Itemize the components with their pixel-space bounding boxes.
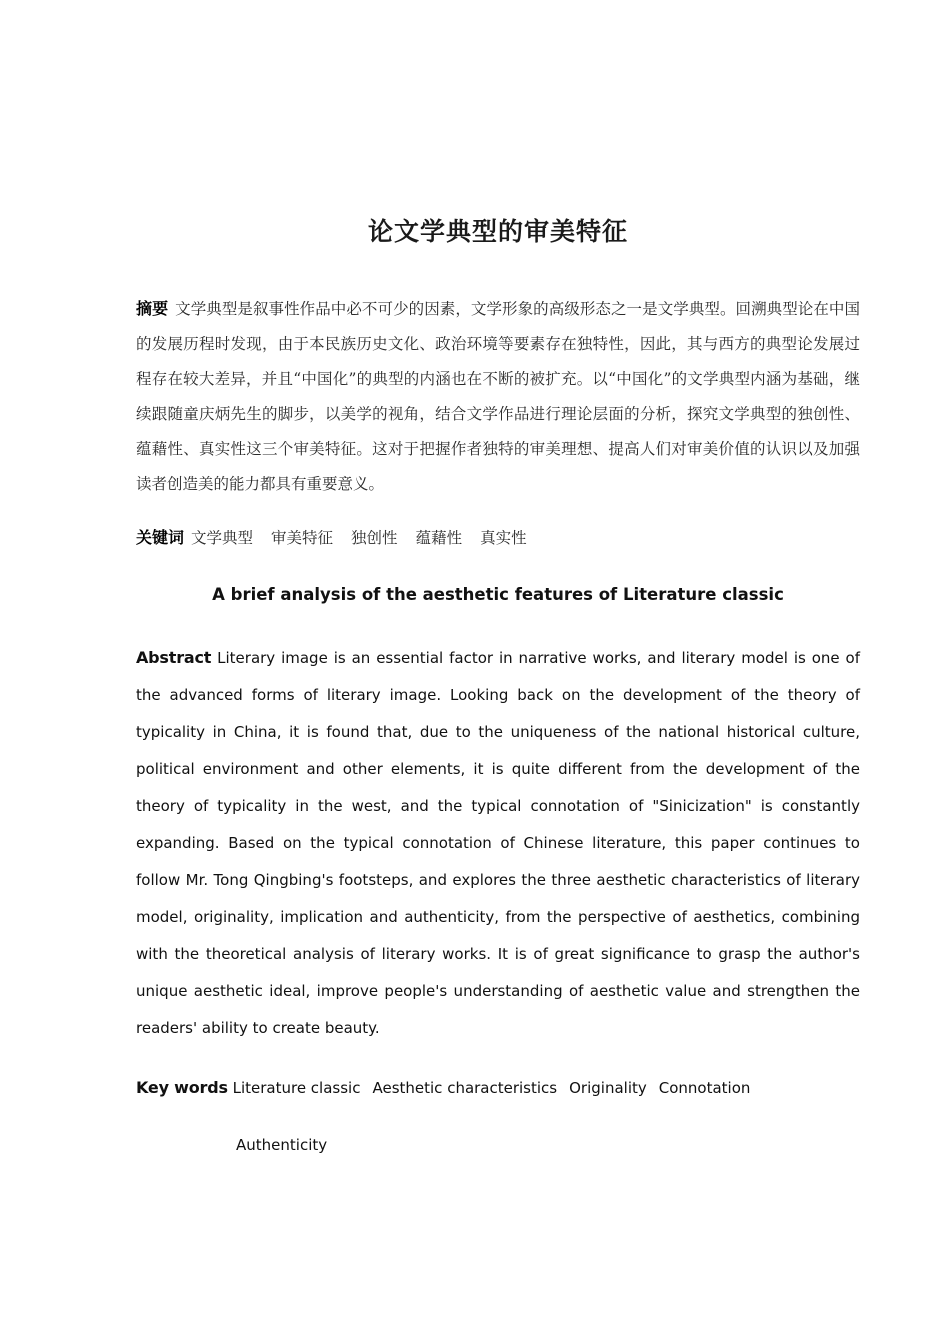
abstract-body-english: Literary image is an essential factor in narrative works, and literary model is one of the advanced forms of literary image. Looking back on the development of the theory of typicality in China, it is found that, due to the uniqueness of the national historical culture, political environment and other elements, it is quite different from the development of the theory of typicality in the west, and the typical connotation of "Sinicization" is constantly expanding. Based on the typical connotation of Chinese literature, this paper continues to follow Mr. Tong Qingbing's footsteps, and explores the three aesthetic characteristics of literary model, originality, implication and authenticity, from the perspective of aesthetics, combining with the theoretical analysis of literary works. It is of great significance to grasp the author's unique aesthetic ideal, improve people's understanding of aesthetic value and strengthen the readers' ability to create beauty.: [136, 649, 860, 1038]
keywords-chinese: [136, 502, 860, 553]
keywords-english: [136, 1047, 860, 1107]
keywords-list-english: [233, 1079, 751, 1097]
document-title-english: A brief analysis of the aesthetic features of Literature classic: [212, 585, 784, 604]
keywords-english-continuation: Authenticity: [236, 1136, 328, 1155]
abstract-body-chinese: 文学典型是叙事性作品中必不可少的因素，文学形象的高级形态之一是文学典型。回溯典型论在中国的发展历程时发现，由于本民族历史文化、政治环境等要素存在独特性，因此，其与西方的典型论发展过程存在较大差异，并且“中国化”的典型的内涵也在不断的被扩充。以“中国化”的文学典型内涵为基础，继续跟随童庆炳先生的脚步，以美学的视角，结合文学作品进行理论层面的分析，探究文学典型的独创性、蕴藉性、真实性这三个审美特征。这对于把握作者独特的审美理想、提高人们对审美价值的认识以及加强读者创造美的能力都具有重要意义。: [136, 300, 860, 493]
keyword-chinese: 独创性: [351, 529, 398, 547]
keyword-chinese: 审美特征: [271, 529, 334, 547]
keywords-label-chinese: 关键词: [136, 528, 185, 547]
document-title-chinese: 论文学典型的审美特征: [367, 217, 628, 246]
keyword-english: Connotation: [658, 1079, 751, 1098]
abstract-label-english: Abstract: [136, 648, 212, 668]
keyword-chinese: 文学典型: [191, 529, 254, 547]
keyword-english: Aesthetic characteristics: [372, 1079, 558, 1098]
abstract-label-chinese: 摘要: [136, 299, 169, 318]
page-content: [136, 0, 860, 1164]
keywords-label-english: Key words: [136, 1078, 228, 1098]
keyword-english: Literature classic: [232, 1079, 361, 1098]
keyword-english: Originality: [569, 1079, 647, 1098]
keywords-list-chinese: [191, 529, 527, 547]
keyword-chinese: 蕴藉性: [415, 529, 463, 547]
keyword-chinese: 真实性: [480, 529, 527, 547]
abstract-chinese: [136, 249, 860, 502]
abstract-english: [136, 606, 860, 1047]
